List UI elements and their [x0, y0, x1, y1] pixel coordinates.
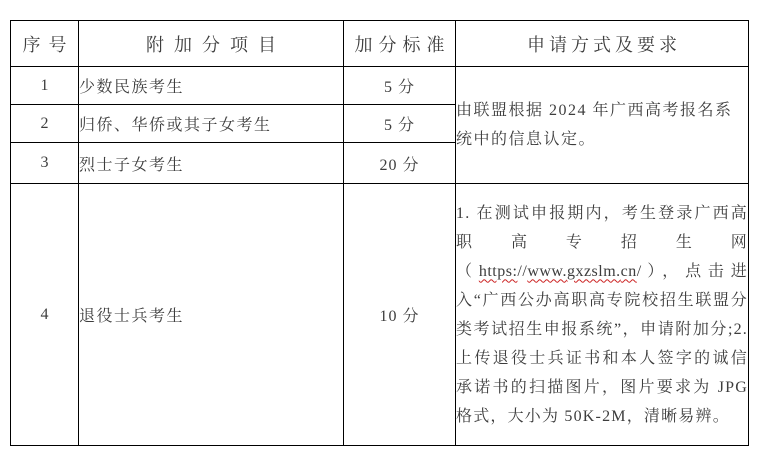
row3-item: 烈士子女考生	[79, 143, 344, 184]
col-header-requirement: 申请方式及要求	[456, 21, 749, 67]
url-www: www.	[527, 262, 567, 280]
requirement-rows-1-3: 由联盟根据 2024 年广西高考报名系统中的信息认定。	[456, 67, 749, 184]
col-header-score: 加分标准	[344, 21, 456, 67]
row2-score: 5 分	[344, 105, 456, 143]
row2-item: 归侨、华侨或其子女考生	[79, 105, 344, 143]
row4-number: 4	[11, 184, 79, 446]
row4-score: 10 分	[344, 184, 456, 446]
url-text	[479, 263, 642, 280]
table-row	[11, 67, 749, 105]
row3-score: 20 分	[344, 143, 456, 184]
requirement-text-after-url: ），点击进入“广西公办高职高专院校招生联盟分类考试招生申报系统”，申请附加分;2.上传退役士兵证书和本人签字的诚信承诺书的扫描图片，图片要求为 JPG 格式，大小为 50K-2M，清晰易辨。	[456, 262, 748, 425]
url-scheme: https:	[478, 262, 518, 280]
table-row	[11, 184, 749, 446]
url-domain: gxzslm.	[566, 262, 621, 280]
row1-score: 5 分	[344, 67, 456, 105]
row3-number: 3	[11, 143, 79, 184]
row4-item: 退役士兵考生	[79, 184, 344, 446]
url-tld: cn	[620, 262, 637, 280]
row1-item: 少数民族考生	[79, 67, 344, 105]
col-header-number: 序号	[11, 21, 79, 67]
row2-number: 2	[11, 105, 79, 143]
row1-number: 1	[11, 67, 79, 105]
url-trailing-slash: /	[636, 262, 642, 280]
col-header-item: 附加分项目	[79, 21, 344, 67]
requirement-row-4	[456, 184, 749, 446]
requirement-text-before-url: 1. 在测试申报期内，考生登录广西高职高专招生网（	[456, 204, 748, 280]
table-header-row	[11, 21, 749, 67]
url-slashes: //	[517, 262, 528, 280]
bonus-points-table	[10, 20, 749, 446]
